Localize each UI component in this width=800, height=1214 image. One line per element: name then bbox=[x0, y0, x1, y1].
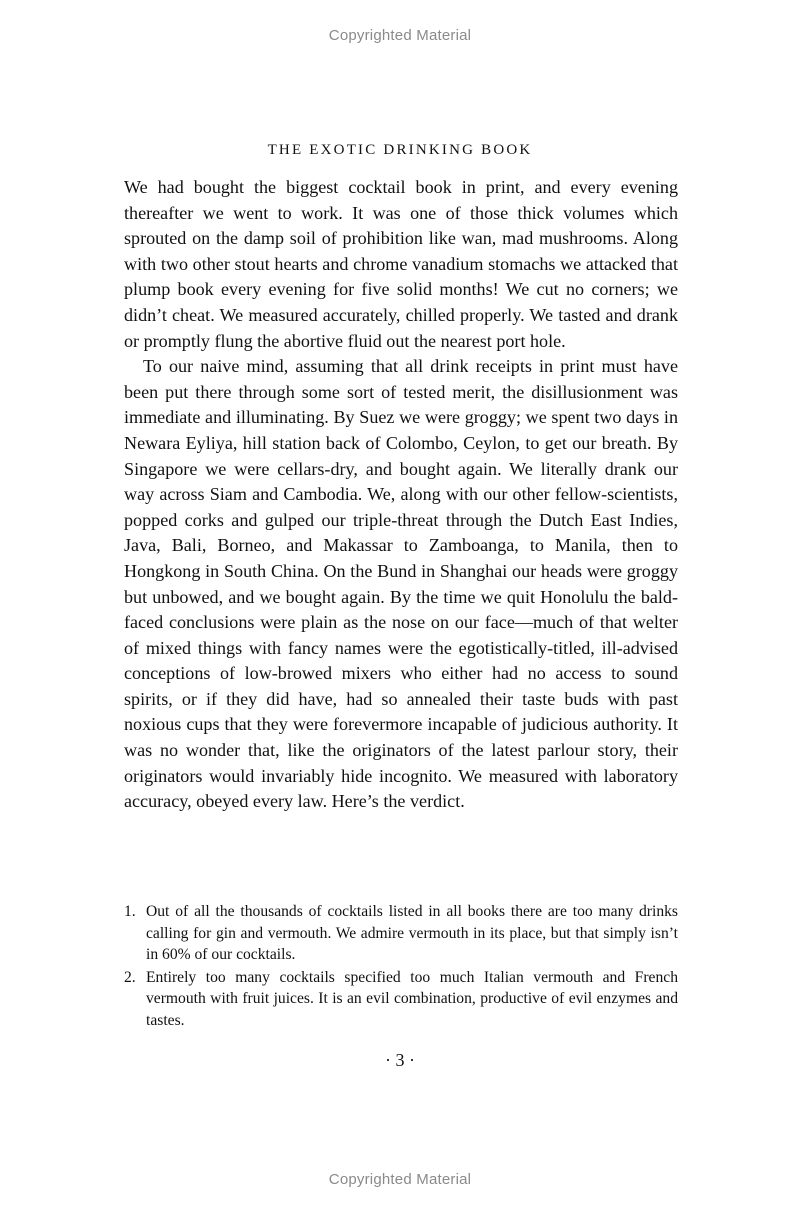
copyright-watermark-bottom: Copyrighted Material bbox=[328, 1171, 472, 1188]
list-item-number: 2. bbox=[124, 968, 136, 986]
list-item-text: Entirely too many cocktails specified too much Italian vermouth and French vermouth with fruit juices. It is an evil combination, productive of evil enzymes and tastes. bbox=[146, 968, 678, 1029]
numbered-list bbox=[124, 901, 678, 1033]
list-item bbox=[124, 967, 678, 1032]
running-head: THE EXOTIC DRINKING BOOK bbox=[267, 142, 533, 158]
paragraph-1: We had bought the biggest cocktail book in print, and every evening thereafter we went to work. It was one of those thick volumes which sprouted on the damp soil of prohibition like wan, mad mushrooms. Along with two other stout hearts and chrome vanadium stomachs we attacked that plump book every evening for five solid months! We cut no corners; we didn’t cheat. We measured accurately, chilled properly. We tasted and drank or promptly flung the abortive fluid out the nearest port hole. bbox=[124, 177, 678, 351]
body-text bbox=[124, 175, 678, 815]
list-item bbox=[124, 901, 678, 966]
copyright-watermark-top: Copyrighted Material bbox=[328, 27, 472, 44]
list-item-text: Out of all the thousands of cocktails listed in all books there are too many drinks calling for gin and vermouth. We admire vermouth in its place, but that simply isn’t in 60% of our cocktails. bbox=[146, 903, 678, 964]
paragraph-2: To our naive mind, assuming that all drink receipts in print must have been put there through some sort of tested merit, the disillusionment was immediate and illuminating. By Suez we were groggy; we spent two days in Newara Eyliya, hill station back of Colombo, Ceylon, to get our breath. By Singapore we were cellars-dry, and bought again. We literally drank our way across Siam and Cambodia. We, along with our other fellow-scientists, popped corks and gulped our triple-threat through the Dutch East Indies, Java, Bali, Borneo, and Makassar to Zamboanga, to Manila, then to Hongkong in South China. On the Bund in Shanghai our heads were groggy but unbowed, and we bought again. By the time we quit Honolulu the bald-faced conclusions were plain as the nose on our face—much of that welter of mixed things with fancy names were the egotistically-titled, ill-advised conceptions of low-browed mixers who either had no access to sound spirits, or if they did have, had so annealed their taste buds with past noxious cups that they were forevermore incapable of judicious authority. It was no wonder that, like the originators of the latest parlour story, their originators would invariably hide incognito. We measured with laboratory accuracy, obeyed every law. Here’s the verdict. bbox=[124, 356, 678, 812]
page-number: · 3 · bbox=[385, 1050, 415, 1070]
list-item-number: 1. bbox=[124, 903, 136, 920]
